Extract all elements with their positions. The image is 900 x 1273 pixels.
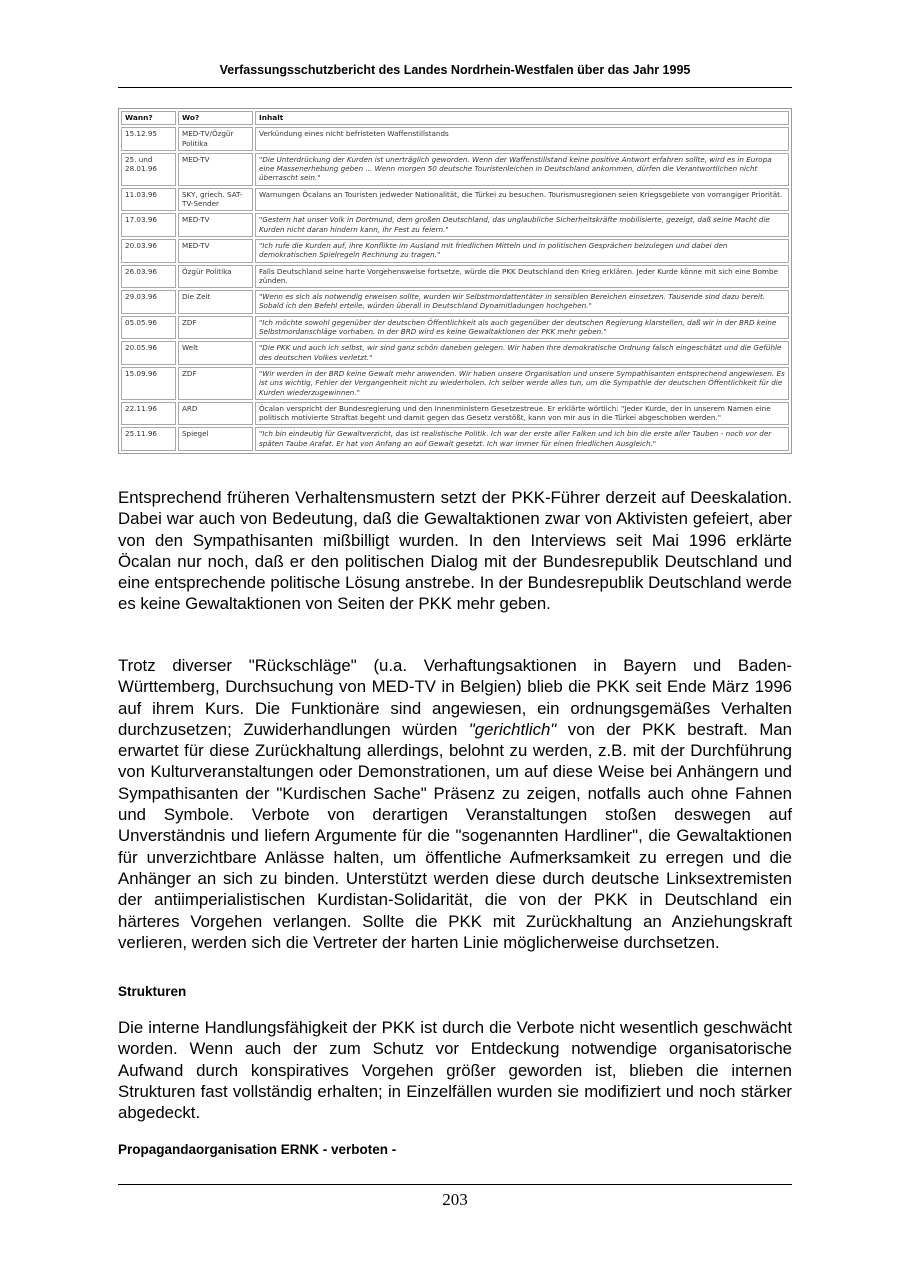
- table-row: [121, 153, 789, 186]
- cell-wo: ZDF: [178, 367, 253, 400]
- section-heading-ernk: Propagandaorganisation ERNK - verboten -: [118, 1142, 397, 1157]
- cell-inhalt: Falls Deutschland seine harte Vorgehensweise fortsetze, würde die PKK Deutschland den Krieg erklären. Jeder Kurde könne mit sich eine Bombe zünden.: [255, 265, 789, 289]
- cell-wo: MED-TV: [178, 153, 253, 186]
- paragraph-text: Die interne Handlungsfähigkeit der PKK ist durch die Verbote nicht wesentlich geschwächt worden. Wenn auch der zum Schutz vor Entdeckung notwendige organisatorische Aufwand durch konspiratives Vorgehen größer geworden ist, blieben die internen Strukturen fast vollständig erhalten; in Einzelfällen wurden sie modifiziert und noch stärker abgedeckt.: [118, 1018, 792, 1123]
- table-row: [121, 239, 789, 263]
- page-number: 203: [442, 1190, 468, 1209]
- statements-table-wrapper: [118, 108, 792, 454]
- paragraph-text: [118, 655, 792, 953]
- cell-wo: SKY, griech. SAT-TV-Sender: [178, 188, 253, 212]
- cell-wann: 26.03.96: [121, 265, 176, 289]
- paragraph-deeskalation: [118, 487, 792, 615]
- cell-wann: 20.03.96: [121, 239, 176, 263]
- table-body: [121, 127, 789, 451]
- cell-inhalt: "Die Unterdrückung der Kurden ist unerträglich geworden. Wenn der Waffenstillstand keine positive Antwort erfahren sollte, wird es in Europa eine Massenerhebung geben ... Wenn morgen 50 deutsche Touristenleichen in Deutschland ankommen, dürfen die Verantwortlichen nicht überrascht sein.": [255, 153, 789, 186]
- cell-wann: 15.09.96: [121, 367, 176, 400]
- table-row: [121, 265, 789, 289]
- cell-wo: Welt: [178, 341, 253, 365]
- cell-wo: Die Zeit: [178, 290, 253, 314]
- cell-inhalt: "Die PKK und auch ich selbst, wir sind ganz schön daneben gelegen. Wir haben Ihre demokratische Ordnung falsch eingeschätzt und die Gefühle des deutschen Volkes verletzt.": [255, 341, 789, 365]
- cell-wo: ZDF: [178, 316, 253, 340]
- cell-wo: MED-TV: [178, 213, 253, 237]
- table-row: [121, 127, 789, 151]
- table-row: [121, 427, 789, 451]
- footer-rule: [118, 1184, 792, 1185]
- paragraph-text-part: von der PKK bestraft. Man erwartet für diese Zurückhaltung allerdings, belohnt zu werden, z.B. mit der Durchführung von Kulturveranstaltungen oder Demonstrationen, um auf diese Weise bei Anhängern und Sympathisanten der "Kurdischen Sache" Präsenz zu zeigen, notfalls auch ohne Fahnen und Symbole. Verbote von derartigen Veranstaltungen stoßen deswegen auf Unverständnis und liefern Argumente für die "sogenannten Hardliner", die Gewaltaktionen für unverzichtbare Anlässe halten, um öffentliche Aufmerksamkeit zu erregen und die Anhänger an sich zu binden. Unterstützt werden diese durch deutsche Linksextremisten der antiimperialistischen Kurdistan-Solidarität, die von der PKK in Deutschland ein härteres Vorgehen verlangen. Sollte die PKK mit Zurückhaltung an Anziehungskraft verlieren, werden sich die Vertreter der harten Linie möglicherweise durchsetzen.: [118, 719, 792, 952]
- cell-inhalt: "Wir werden in der BRD keine Gewalt mehr anwenden. Wir haben unsere Organisation und unsere Sympathisanten entsprechend angewiesen. Es ist uns wichtig, Fehler der Vergangenheit nicht zu wiederholen. Ich selber werde alles tun, um die Sympathie der deutschen Öffentlichkeit für die Kurden wiederzugewinnen.": [255, 367, 789, 400]
- table-row: [121, 213, 789, 237]
- column-header-wo: Wo?: [178, 111, 253, 125]
- paragraph-text: Entsprechend früheren Verhaltensmustern setzt der PKK-Führer derzeit auf Deeskalation. Dabei war auch von Bedeutung, daß die Gewaltaktionen zwar von Aktivisten gefeiert, aber von den Sympathisanten mißbilligt wurden. In den Interviews seit Mai 1996 erklärte Öcalan nur noch, daß er den politischen Dialog mit der Bundesrepublik Deutschland und eine entsprechende politische Lösung anstrebe. In der Bundesrepublik Deutschland werde es keine Gewaltaktionen von Seiten der PKK mehr geben.: [118, 488, 792, 614]
- column-header-wann: Wann?: [121, 111, 176, 125]
- cell-inhalt: "Ich bin eindeutig für Gewaltverzicht, das ist realistische Politik. Ich war der erste aller Falken und ich bin die erste aller Tauben - noch vor der späten Taube Arafat. Er hat von Anfang an auf Gewalt gesetzt. Ich war immer für einen friedlichen Ausgleich.": [255, 427, 789, 451]
- cell-wann: 11.03.96: [121, 188, 176, 212]
- cell-inhalt: Öcalan verspricht der Bundesregierung und den Innenministern Gesetzestreue. Er erklärte wörtlich: "Jeder Kurde, der in unserem Namen eine politisch motivierte Straftat begeht und damit gegen das Gesetz verstößt, kann von mir aus in die Türkei abgeschoben werden.": [255, 402, 789, 426]
- statements-table: [118, 108, 792, 454]
- table-row: [121, 367, 789, 400]
- cell-inhalt: Verkündung eines nicht befristeten Waffenstillstands: [255, 127, 789, 151]
- table-row: [121, 341, 789, 365]
- cell-inhalt: "Gestern hat unser Volk in Dortmund, dem großen Deutschland, das unglaubliche Sicherheitskräfte mobilisierte, gezeigt, daß seine Macht die Kurden nicht daran hindern kann, ihr Fest zu feiern.": [255, 213, 789, 237]
- cell-wann: 29.03.96: [121, 290, 176, 314]
- cell-inhalt: Warnungen Öcalans an Touristen jedweder Nationalität, die Türkei zu besuchen. Tourismusregionen seien Kriegsgebiete von vorrangiger Priorität.: [255, 188, 789, 212]
- paragraph-rueckschlaege: [118, 655, 792, 953]
- table-row: [121, 402, 789, 426]
- cell-wann: 25.11.96: [121, 427, 176, 451]
- paragraph-strukturen: [118, 1017, 792, 1123]
- table-row: [121, 188, 789, 212]
- cell-wann: 22.11.96: [121, 402, 176, 426]
- cell-wann: 05.05.96: [121, 316, 176, 340]
- paragraph-text-part: Trotz diverser "Rückschläge" (u.a. Verhaftungsaktionen in Bayern und Baden-Württemberg, Durchsuchung von MED-TV in Belgien) blieb die PKK seit Ende März 1996 auf ihrem Kurs. Die Funktionäre sind angewiesen, ein ordnungsgemäßes Verhalten durchzusetzen; Zuwiderhandlungen würden: [118, 656, 792, 739]
- cell-wann: 17.03.96: [121, 213, 176, 237]
- header-rule: [118, 87, 792, 88]
- cell-wann: 20.05.96: [121, 341, 176, 365]
- section-heading-strukturen: Strukturen: [118, 984, 187, 999]
- cell-wann: 15.12.95: [121, 127, 176, 151]
- cell-wann: 25. und 28.01.96: [121, 153, 176, 186]
- cell-inhalt: "Ich rufe die Kurden auf, ihre Konflikte im Ausland mit friedlichen Mitteln und in politischen Gesprächen beizulegen und dabei den demokratischen Spielregeln Rechnung zu tragen.": [255, 239, 789, 263]
- table-row: [121, 316, 789, 340]
- cell-wo: MED-TV: [178, 239, 253, 263]
- cell-wo: Özgür Politika: [178, 265, 253, 289]
- cell-inhalt: "Ich möchte sowohl gegenüber der deutschen Öffentlichkeit als auch gegenüber der deutschen Regierung klarstellen, daß wir in der BRD keine Selbstmordanschläge vorhaben. In der BRD wird es keine Gewaltaktionen der PKK mehr geben.": [255, 316, 789, 340]
- cell-wo: Spiegel: [178, 427, 253, 451]
- column-header-inhalt: Inhalt: [255, 111, 789, 125]
- emphasized-word: "gerichtlich": [468, 719, 557, 739]
- cell-wo: MED-TV/Özgür Politika: [178, 127, 253, 151]
- table-header-row: [121, 111, 789, 125]
- cell-wo: ARD: [178, 402, 253, 426]
- cell-inhalt: "Wenn es sich als notwendig erweisen sollte, wurden wir Selbstmordattentäter in sensiblen Bereichen einsetzen. Tausende sind dazu bereit. Sobald ich den Befehl erteile, würden überall in Deutschland Dynamitladungen hochgehen.": [255, 290, 789, 314]
- running-header: Verfassungsschutzbericht des Landes Nordrhein-Westfalen über das Jahr 1995: [219, 63, 691, 77]
- table-row: [121, 290, 789, 314]
